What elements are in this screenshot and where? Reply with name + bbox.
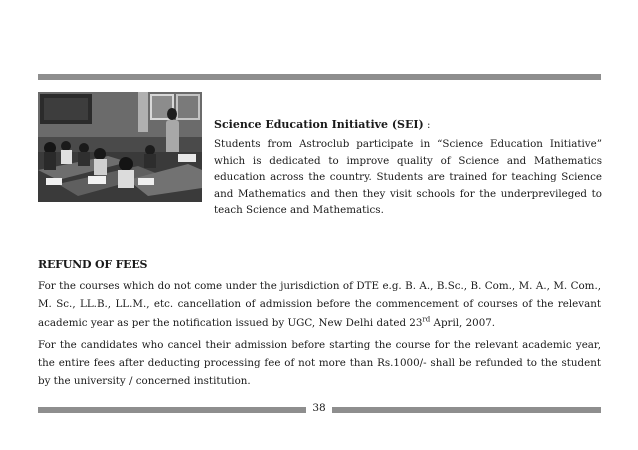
- refund-date-superscript: rd: [422, 315, 431, 324]
- sei-section: [214, 117, 602, 218]
- refund-section: [38, 256, 601, 394]
- refund-paragraph-1-tail: April, 2007.: [430, 316, 496, 329]
- sei-heading: [214, 117, 602, 133]
- sei-title-colon: :: [423, 119, 431, 131]
- refund-title: REFUND OF FEES: [38, 258, 148, 271]
- classroom-photo: [38, 92, 202, 202]
- refund-paragraph-2: For the candidates who cancel their admission before starting the course for the relevant academic year, the entire fees after deducting processing fee of not more than Rs.1000/- shall be refunded to the student by the university / concerned institution.: [38, 338, 601, 388]
- footer-divider-left: [38, 407, 306, 413]
- page-number: 38: [312, 402, 326, 414]
- refund-paragraph-1-text: For the courses which do not come under the jurisdiction of DTE e.g. B. A., B.Sc., B. Com., M. A., M. Com., M. Sc., LL.B., LL.M., etc. cancellation of admission before the commencement of courses of the relevant academic year as per the notification issued by UGC, New Delhi dated 23: [38, 280, 601, 329]
- classroom-photo-illustration: [38, 92, 202, 202]
- footer-divider-right: [332, 407, 601, 413]
- top-divider: [38, 74, 601, 80]
- sei-body: Students from Astroclub participate in “Science Education Initiative” which is dedicated to improve quality of Science and Mathematics education across the country. Students are trained for teaching Science and Mathematics and then they visit schools for the underprevileged to teach Science and Mathematics.: [214, 138, 602, 217]
- sei-title: Science Education Initiative (SEI): [214, 118, 424, 131]
- refund-paragraph-1: [38, 277, 601, 332]
